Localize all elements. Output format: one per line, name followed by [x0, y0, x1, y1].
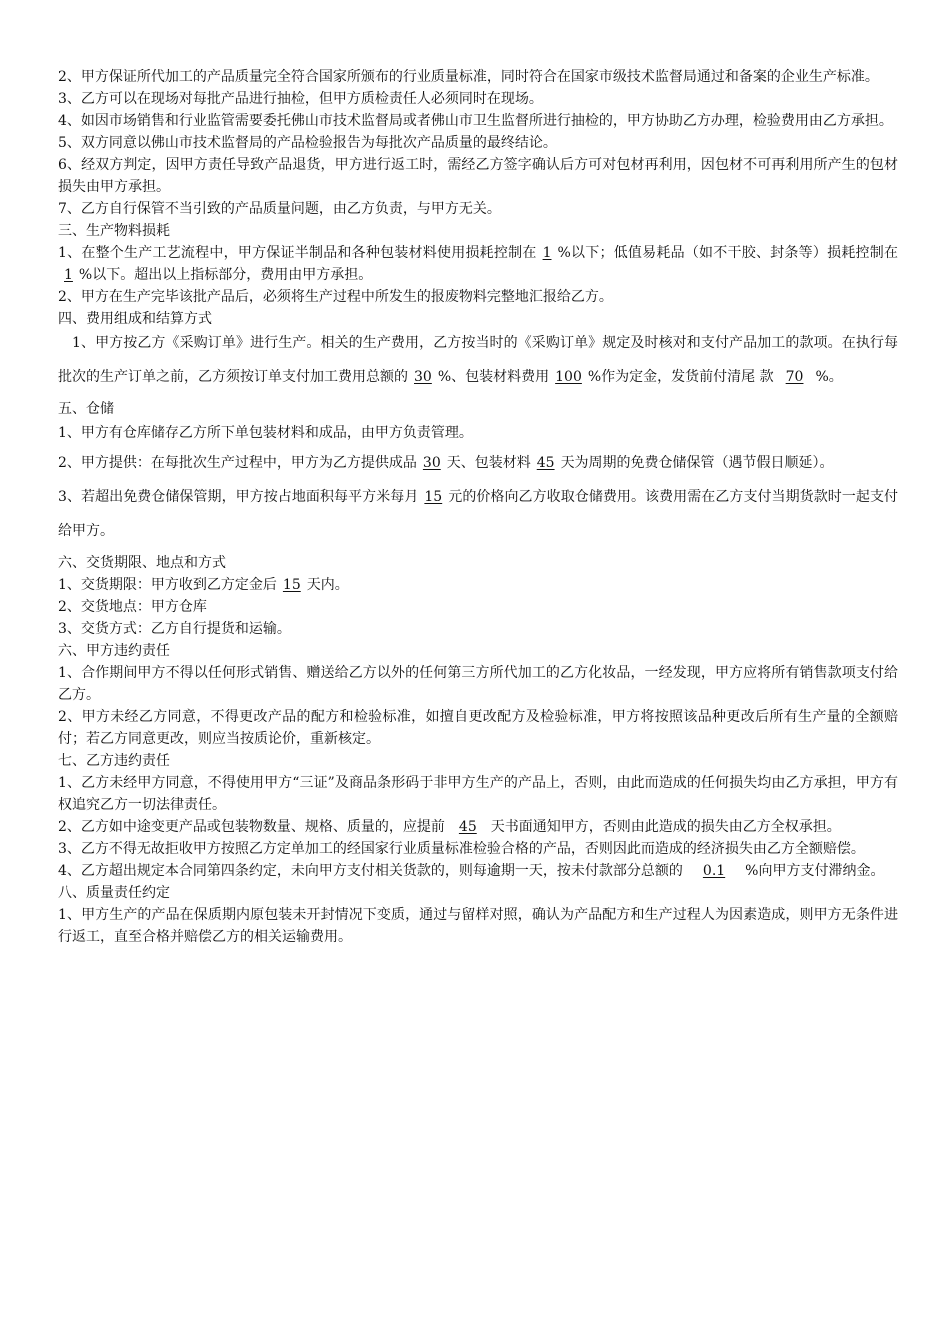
section-3-heading: 三、生产物料损耗 — [58, 223, 170, 239]
clause-5-1: 1、甲方有仓库储存乙方所下单包装材料和成品，由甲方负责管理。 — [58, 425, 473, 441]
clause-6-1 — [58, 574, 898, 596]
document-page — [58, 66, 898, 948]
clause-4-1 — [58, 326, 898, 394]
clause-2-4: 4、如因市场销售和行业监管需要委托佛山市技术监督局或者佛山市卫生监督所进行抽检的，甲方协助乙方办理，检验费用由乙方承担。 — [58, 113, 893, 129]
text-segment: %向甲方支付滞纳金。 — [745, 863, 885, 879]
section-5-heading: 五、仓储 — [58, 401, 114, 417]
storage-fee-per-sqm: 15 — [424, 489, 443, 505]
loss-rate-consumables: 1 — [64, 267, 73, 283]
clause-2-6: 6、经双方判定，因甲方责任导致产品退货，甲方进行返工时，需经乙方签字确认后方可对包材再利用，因包材不可再利用所产生的包材损失由甲方承担。 — [58, 157, 898, 195]
text-segment: %以下。超出以上指标部分，费用由甲方承担。 — [78, 267, 373, 283]
clause-6b-1: 1、合作期间甲方不得以任何形式销售、赠送给乙方以外的任何第三方所代加工的乙方化妆品，一经发现，甲方应将所有销售款项支付给乙方。 — [58, 665, 898, 703]
text-segment: 2、甲方提供：在每批次生产过程中，甲方为乙方提供成品 — [58, 455, 417, 471]
section-6-heading: 六、交货期限、地点和方式 — [58, 555, 226, 571]
section-4-heading: 四、费用组成和结算方式 — [58, 311, 212, 327]
section-8-heading: 八、质量责任约定 — [58, 885, 170, 901]
clause-8-1: 1、甲方生产的产品在保质期内原包装未开封情况下变质，通过与留样对照，确认为产品配方和生产过程人为因素造成，则甲方无条件进行返工，直至合格并赔偿乙方的相关运输费用。 — [58, 907, 898, 945]
text-segment: 1、甲方按乙方《采购订单》进行生产。相关的生产费用，乙方按当时的《采购订单》规定及时核对和支付产品加工的款项。在执行每批次的生产订单之前，乙方须按订单支付加工费用总额的 — [58, 335, 898, 385]
text-segment: 1、在整个生产工艺流程中，甲方保证半制品和各种包装材料使用损耗控制在 — [58, 245, 537, 261]
text-segment: %。 — [815, 369, 843, 385]
text-segment: %以下；低值易耗品（如不干胶、封条等）损耗控制在 — [557, 245, 898, 261]
text-segment: 1、交货期限：甲方收到乙方定金后 — [58, 577, 277, 593]
late-fee-percent: 0.1 — [702, 863, 726, 879]
clause-2-3: 3、乙方可以在现场对每批产品进行抽检，但甲方质检责任人必须同时在现场。 — [58, 91, 543, 107]
clause-3-2: 2、甲方在生产完毕该批产品后，必须将生产过程中所发生的报废物料完整地汇报给乙方。 — [58, 289, 613, 305]
balance-percent: 70 — [785, 369, 804, 385]
clause-3-1 — [58, 242, 898, 286]
text-segment: 元的价格向乙方收取仓储费用。该费用需在乙方支付当期货款时一起支付给甲方。 — [58, 489, 899, 539]
text-segment: 2、乙方如中途变更产品或包装物数量、规格、质量的，应提前 — [58, 819, 445, 835]
clause-6b-2: 2、甲方未经乙方同意，不得更改产品的配方和检验标准，如擅自更改配方及检验标准，甲方将按照该品种更改后所有生产量的全额赔付；若乙方同意更改，则应当按质论价，重新核定。 — [58, 709, 898, 747]
clause-2-7: 7、乙方自行保管不当引致的产品质量问题，由乙方负责，与甲方无关。 — [58, 201, 501, 217]
text-segment: %、包装材料费用 — [437, 369, 550, 385]
clause-2-5: 5、双方同意以佛山市技术监督局的产品检验报告为每批次产品质量的最终结论。 — [58, 135, 557, 151]
text-segment: %作为定金，发货前付清尾 款 — [587, 369, 774, 385]
loss-rate-materials: 1 — [542, 245, 552, 261]
clause-7-2 — [58, 816, 898, 838]
clause-5-3 — [58, 480, 898, 548]
text-segment: 3、若超出免费仓储保管期，甲方按占地面积每平方米每月 — [58, 489, 419, 505]
clause-7-4 — [58, 860, 898, 882]
clause-7-3: 3、乙方不得无故拒收甲方按照乙方定单加工的经国家行业质量标准检验合格的产品，否则因此而造成的经济损失由乙方全额赔偿。 — [58, 841, 865, 857]
delivery-days: 15 — [282, 577, 301, 593]
text-segment: 4、乙方超出规定本合同第四条约定，未向甲方支付相关货款的，则每逾期一天，按未付款部分总额的 — [58, 863, 683, 879]
section-7-heading: 七、乙方违约责任 — [58, 753, 170, 769]
notice-days: 45 — [458, 819, 477, 835]
clause-6-3: 3、交货方式：乙方自行提货和运输。 — [58, 621, 291, 637]
storage-days-packaging: 45 — [536, 455, 555, 471]
clause-5-2 — [58, 446, 898, 480]
text-segment: 天为周期的免费仓储保管（遇节假日顺延）。 — [560, 455, 834, 471]
storage-days-products: 30 — [422, 455, 441, 471]
text-segment: 天书面通知甲方，否则由此造成的损失由乙方全权承担。 — [490, 819, 841, 835]
section-6b-heading: 六、甲方违约责任 — [58, 643, 170, 659]
deposit-packaging-percent: 100 — [555, 369, 582, 385]
clause-7-1: 1、乙方未经甲方同意，不得使用甲方“三证”及商品条形码于非甲方生产的产品上，否则，由此而造成的任何损失均由乙方承担，甲方有权追究乙方一切法律责任。 — [58, 775, 898, 813]
clause-6-2: 2、交货地点：甲方仓库 — [58, 599, 207, 615]
clause-2-2: 2、甲方保证所代加工的产品质量完全符合国家所颁布的行业质量标准，同时符合在国家市级技术监督局通过和备案的企业生产标准。 — [58, 69, 879, 85]
text-segment: 天内。 — [306, 577, 349, 593]
text-segment: 天、包装材料 — [446, 455, 531, 471]
deposit-processing-percent: 30 — [414, 369, 432, 385]
